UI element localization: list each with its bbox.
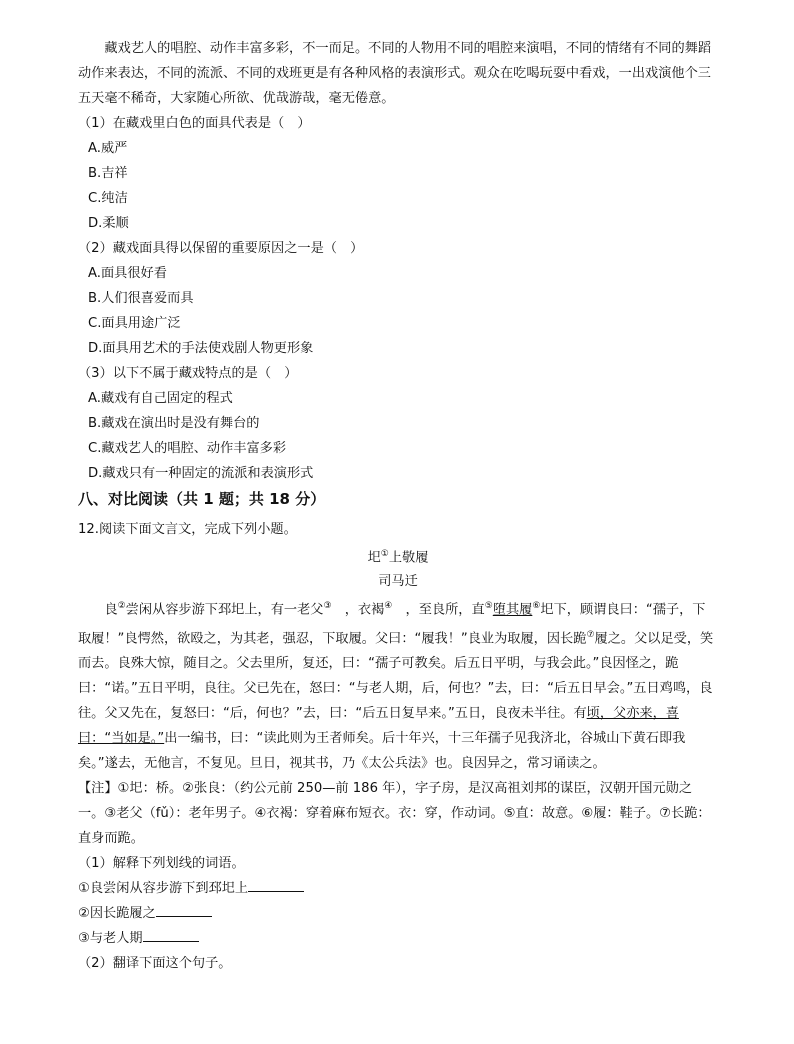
option: A.面具很好看 <box>88 266 167 281</box>
sub-question-2: （2）翻译下面这个句子。 <box>78 956 232 972</box>
option: C.面具用途广泛 <box>88 316 181 331</box>
item-text: ③与老人期 <box>78 931 143 947</box>
document-page <box>78 36 718 976</box>
passage-text: ，衣褐 <box>331 602 385 618</box>
footnote-marker: ⑤ <box>484 601 493 612</box>
footnote-marker: ① <box>380 549 389 559</box>
section-heading: 八、对比阅读（共 1 题；共 18 分） <box>78 490 326 508</box>
blank-item <box>78 901 718 926</box>
question-3 <box>78 361 718 486</box>
passage-text: 圯下，顾谓良曰：“孺子，下取履！”良愕然，欲殴之，为其老，强忍，下取履。父曰：“履我！”良业为取履，因长跪 <box>78 602 706 647</box>
question-1 <box>78 111 718 236</box>
item-text: ①良尝闲从容步游下到邳圯上 <box>78 881 249 897</box>
item-text: ②因长跪履之 <box>78 906 156 922</box>
intro-paragraph: 藏戏艺人的唱腔、动作丰富多彩，不一而足。不同的人物用不同的唱腔来演唱，不同的情绪有不同的舞蹈动作来表达，不同的流派、不同的戏班更是有各种风格的表演形式。观众在吃喝玩耍中看戏，一出戏演他个三五天毫不稀奇，大家随心所欲、优哉游哉，毫无倦意。 <box>78 41 712 106</box>
title-text: 圯 <box>367 550 381 566</box>
footnote-marker: ④ <box>384 601 393 612</box>
option: C.纯洁 <box>88 191 128 206</box>
passage-author: 司马迁 <box>378 574 418 590</box>
underlined-text: 堕其履 <box>492 602 533 618</box>
sub-question-1: （1）解释下列划线的词语。 <box>78 856 245 872</box>
passage-text: 良 <box>104 602 118 618</box>
question-stem: （2）藏戏面具得以保留的重要原因之一是（ ） <box>78 241 364 256</box>
footnote-marker: ⑦ <box>586 629 595 640</box>
blank-item <box>78 876 718 901</box>
footnote-marker: ③ <box>323 601 332 612</box>
passage-text: 出一编书，曰：“读此则为王者师矣。后十年兴，十三年孺子见我济北，谷城山下黄石即我矣。”遂去，无他言，不复见。旦日，视其书，乃《太公兵法》也。良因异之，常习诵读之。 <box>78 731 686 772</box>
option: A.威严 <box>88 141 128 156</box>
passage-body <box>78 594 718 776</box>
answer-blank[interactable] <box>248 877 304 892</box>
passage-text: 尝闲从容步游下邳圯上，有一老父 <box>125 602 324 618</box>
question-12-intro: 12.阅读下面文言文，完成下列小题。 <box>78 522 297 537</box>
question-stem: （1）在藏戏里白色的面具代表是（ ） <box>78 116 311 131</box>
option: B.人们很喜爱而具 <box>88 291 194 306</box>
underlined-text: 顷，父亦来，喜曰：“当如是。” <box>78 706 679 747</box>
answer-blank[interactable] <box>156 902 212 917</box>
option: B.藏戏在演出时是没有舞台的 <box>88 416 260 431</box>
option: A.藏戏有自己固定的程式 <box>88 391 233 406</box>
option: C.藏戏艺人的唱腔、动作丰富多彩 <box>88 441 287 456</box>
option: D.藏戏只有一种固定的流派和表演形式 <box>88 466 314 481</box>
option: B.吉祥 <box>88 166 128 181</box>
footnote-marker: ⑥ <box>532 601 541 612</box>
annotation-note: 【注】①圯：桥。②张良：（约公元前 250—前 186 年），字子房，是汉高祖刘邦的谋臣，汉朝开国元勋之一。③老父（fǔ）：老年男子。④衣褐：穿着麻布短衣。衣：穿，作动词。⑤直：故意。⑥履：鞋子。⑦长跪：直身而跪。 <box>78 781 711 847</box>
passage-text: 履之。父以足受，笑而去。良殊大惊，随目之。父去里所，复还，曰：“孺子可教矣。后五日平明，与我会此。”良因怪之，跪曰：“诺。”五日平明，良往。父已先在，怒曰：“与老人期，后，何也？”去，曰：“后五日早会。”五日鸡鸣，良往。父又先在，复怒曰：“后，何也？”去，曰：“后五日复早来。”五日，良夜未半往。有 <box>78 631 714 722</box>
passage-title <box>78 542 718 570</box>
footnote-marker: ② <box>117 601 126 612</box>
title-text: 上敬履 <box>388 550 429 566</box>
option: D.面具用艺术的手法使戏剧人物更形象 <box>88 341 314 356</box>
question-2 <box>78 236 718 361</box>
option: D.柔顺 <box>88 216 129 231</box>
question-stem: （3）以下不属于藏戏特点的是（ ） <box>78 366 298 381</box>
blank-item <box>78 926 718 951</box>
answer-blank[interactable] <box>143 927 199 942</box>
passage-text: ，至良所，直 <box>392 602 485 618</box>
